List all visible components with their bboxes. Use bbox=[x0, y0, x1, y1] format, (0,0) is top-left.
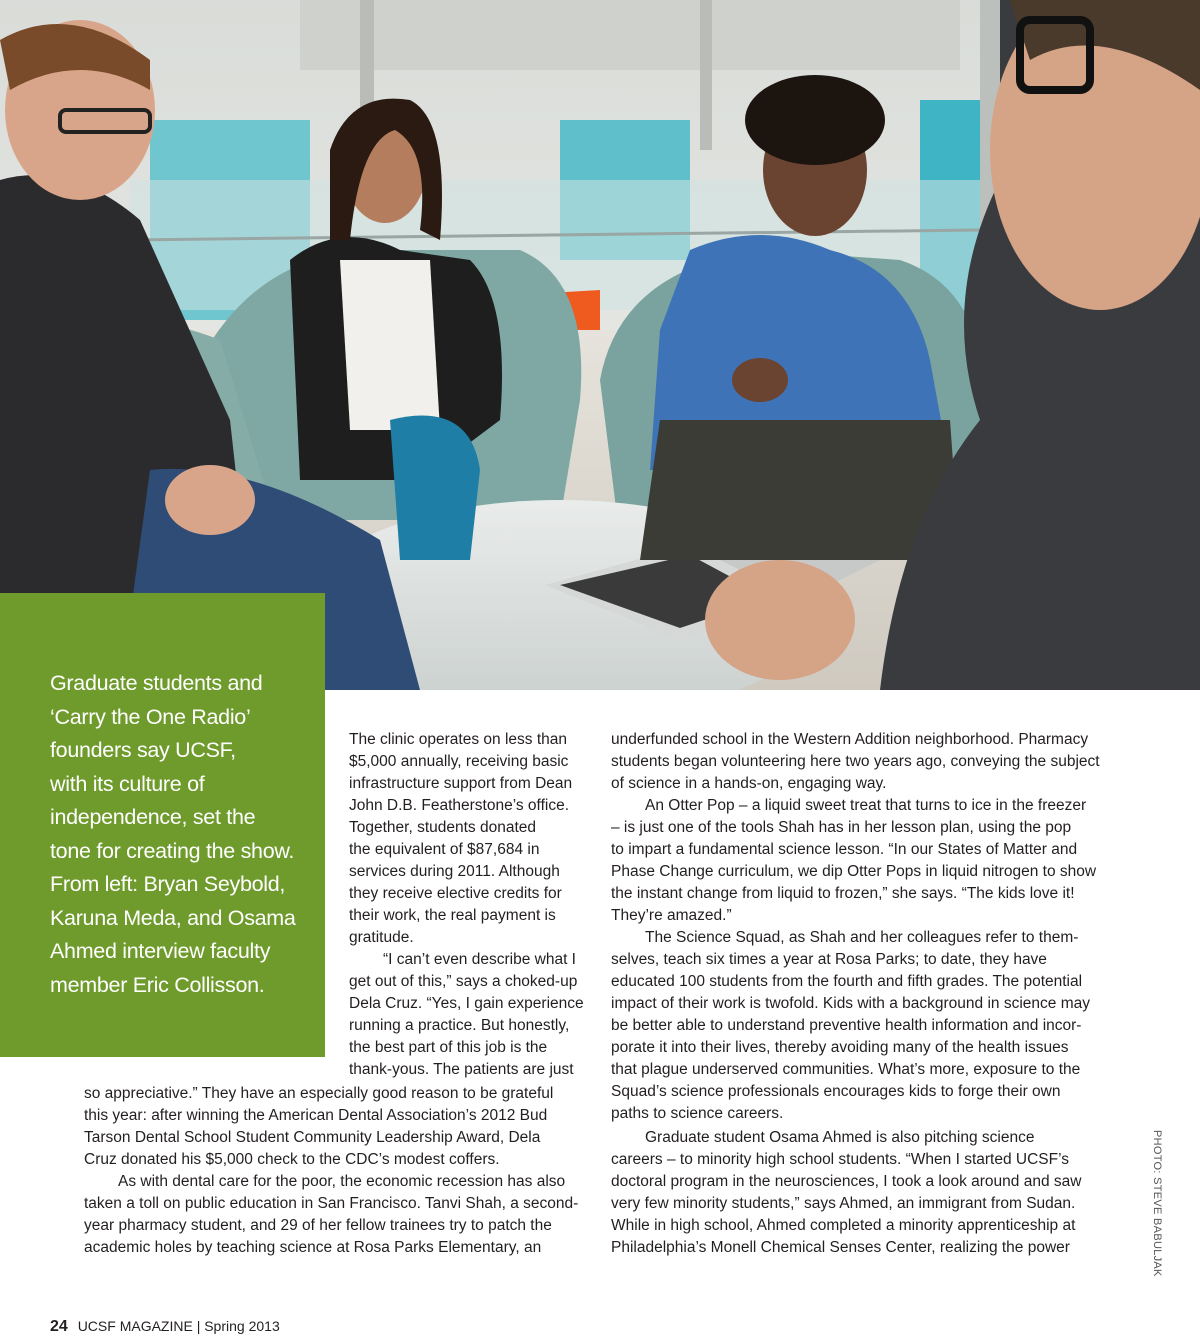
photo-credit: PHOTO: STEVE BABULJAK bbox=[1151, 1130, 1163, 1277]
body-line: thank-yous. The patients are just bbox=[349, 1061, 574, 1078]
page-number: 24 bbox=[50, 1318, 68, 1335]
body-line: careers – to minority high school students. “When I started UCSF’s bbox=[611, 1151, 1070, 1168]
body-line: The Science Squad, as Shah and her colleagues refer to them- bbox=[645, 929, 1079, 946]
body-line: – is just one of the tools Shah has in her lesson plan, using the pop bbox=[611, 819, 1072, 836]
body-line: running a practice. But honestly, bbox=[349, 1017, 570, 1034]
body-line: Dela Cruz. “Yes, I gain experience bbox=[349, 995, 584, 1012]
body-line: Graduate student Osama Ahmed is also pitching science bbox=[645, 1129, 1035, 1146]
body-line: the instant change from liquid to frozen,” she says. “The kids love it! bbox=[611, 885, 1075, 902]
body-line: get out of this,” says a choked-up bbox=[349, 973, 578, 990]
caption-line: member Eric Collisson. bbox=[50, 972, 265, 997]
publication-name: UCSF MAGAZINE | Spring 2013 bbox=[77, 1318, 280, 1334]
body-line: The clinic operates on less than bbox=[349, 731, 567, 748]
caption-line: tone for creating the show. bbox=[50, 838, 295, 863]
body-line: As with dental care for the poor, the economic recession has also bbox=[118, 1173, 566, 1190]
body-line: doctoral program in the neurosciences, I took a look around and saw bbox=[611, 1173, 1082, 1190]
body-line: While in high school, Ahmed completed a minority apprenticeship at bbox=[611, 1217, 1076, 1234]
photo-caption bbox=[50, 667, 312, 1002]
body-line: Phase Change curriculum, we dip Otter Pops in liquid nitrogen to show bbox=[611, 863, 1097, 880]
body-line: Philadelphia’s Monell Chemical Senses Center, realizing the power bbox=[611, 1239, 1070, 1256]
body-line: the best part of this job is the bbox=[349, 1039, 548, 1056]
body-line: taken a toll on public education in San Francisco. Tanvi Shah, a second- bbox=[84, 1195, 579, 1212]
body-line: year pharmacy student, and 29 of her fellow trainees try to patch the bbox=[84, 1217, 552, 1234]
body-line: Tarson Dental School Student Community Leadership Award, Dela bbox=[84, 1129, 541, 1146]
body-line: “I can’t even describe what I bbox=[383, 951, 576, 968]
body-line: John D.B. Featherstone’s office. bbox=[349, 797, 569, 814]
body-line: be better able to understand preventive health information and incor- bbox=[611, 1017, 1082, 1034]
caption-line: ‘Carry the One Radio’ bbox=[50, 704, 251, 729]
page-footer bbox=[50, 1318, 280, 1336]
body-line: underfunded school in the Western Addition neighborhood. Pharmacy bbox=[611, 731, 1089, 748]
body-line: $5,000 annually, receiving basic bbox=[349, 753, 569, 770]
body-line: gratitude. bbox=[349, 929, 414, 946]
body-line: students began volunteering here two years ago, conveying the subject bbox=[611, 753, 1100, 770]
body-line: of science in a hands-on, engaging way. bbox=[611, 775, 887, 792]
caption-line: founders say UCSF, bbox=[50, 738, 236, 762]
body-line: very few minority students,” says Ahmed, an immigrant from Sudan. bbox=[611, 1195, 1076, 1212]
caption-line: with its culture of bbox=[50, 771, 205, 796]
caption-line: From left: Bryan Seybold, bbox=[50, 872, 286, 896]
body-line: paths to science careers. bbox=[611, 1105, 784, 1122]
body-line: An Otter Pop – a liquid sweet treat that turns to ice in the freezer bbox=[645, 797, 1087, 814]
body-line: this year: after winning the American Dental Association’s 2012 Bud bbox=[84, 1107, 548, 1124]
body-line: Cruz donated his $5,000 check to the CDC’s modest coffers. bbox=[84, 1151, 500, 1168]
body-line: educated 100 students from the fourth and fifth grades. The potential bbox=[611, 973, 1083, 990]
body-line: their work, the real payment is bbox=[349, 907, 556, 924]
body-line: to impart a fundamental science lesson. “In our States of Matter and bbox=[611, 841, 1078, 858]
body-line: the equivalent of $87,684 in bbox=[349, 841, 540, 858]
body-line: Squad’s science professionals encourages kids to forge their own bbox=[611, 1083, 1061, 1100]
body-line: selves, teach six times a year at Rosa Parks; to date, they have bbox=[611, 951, 1047, 968]
body-line: they receive elective credits for bbox=[349, 885, 562, 902]
caption-line: Graduate students and bbox=[50, 671, 263, 695]
caption-line: Ahmed interview faculty bbox=[50, 939, 271, 963]
body-line: academic holes by teaching science at Rosa Parks Elementary, an bbox=[84, 1239, 542, 1256]
body-line: porate it into their lives, thereby avoiding many of the health issues bbox=[611, 1039, 1069, 1056]
body-line: services during 2011. Although bbox=[349, 863, 560, 880]
body-line: that plague underserved communities. What’s more, exposure to the bbox=[611, 1061, 1081, 1078]
body-line: impact of their work is twofold. Kids with a background in science may bbox=[611, 995, 1090, 1012]
caption-line: independence, set the bbox=[50, 805, 256, 829]
body-line: Together, students donated bbox=[349, 819, 537, 836]
body-line: so appreciative.” They have an especially good reason to be grateful bbox=[84, 1085, 554, 1102]
body-line: infrastructure support from Dean bbox=[349, 775, 573, 792]
caption-line: Karuna Meda, and Osama bbox=[50, 905, 296, 930]
body-line: They’re amazed.” bbox=[611, 907, 732, 924]
